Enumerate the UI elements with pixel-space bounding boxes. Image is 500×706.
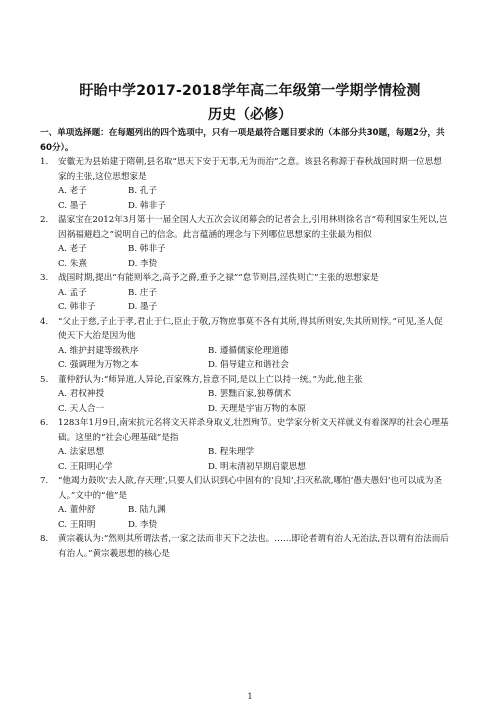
answer-option: A. 老子	[58, 244, 87, 254]
question-item	[40, 213, 450, 271]
answer-option: B. 遵循儒家伦理道德	[208, 345, 289, 356]
question-stem	[40, 315, 450, 344]
answer-option: B. 孔子	[128, 186, 157, 196]
exam-title: 盱眙中学2017-2018学年高二年级第一学期学情检测	[79, 83, 421, 99]
answer-option: A. 孟子	[58, 287, 87, 298]
answer-option: D. 明末清初早期启蒙思想	[208, 461, 306, 472]
question-item	[40, 532, 450, 561]
page-number: 1	[247, 692, 253, 701]
answer-option: B. 程朱理学	[208, 447, 255, 457]
answer-option: A. 法家思想	[58, 447, 105, 457]
question-number: 5.	[40, 374, 49, 385]
answer-option: D. 韩非子	[128, 200, 166, 211]
question-text: 董仲舒认为:“师异道,人异论,百家殊方,旨意不同,是以上亡以持一统。”为此,他主张	[58, 374, 363, 385]
question-number: 8.	[40, 534, 49, 544]
option-list	[40, 184, 450, 213]
question-item	[40, 155, 450, 213]
answer-option: D. 天理是宇宙万物的本原	[208, 403, 306, 414]
question-stem	[40, 271, 450, 286]
answer-option: C. 天人合一	[58, 403, 105, 414]
question-number: 3.	[40, 273, 49, 283]
question-stem	[40, 155, 450, 184]
question-stem	[40, 213, 450, 242]
question-text: 安徽无为县始建于隋朝,县名取“思天下安于无事,无为而治”之意。该县名称源于春秋战国时期一位思想家的主张,这位思想家是	[58, 157, 442, 182]
answer-option: A. 君权神授	[58, 389, 105, 399]
answer-option: D. 倡导建立和谐社会	[208, 360, 289, 370]
question-list	[40, 155, 450, 561]
question-item	[40, 315, 450, 373]
answer-option: D. 墨子	[128, 302, 158, 312]
question-item	[40, 474, 450, 532]
option-list	[40, 503, 450, 532]
question-number: 6.	[40, 418, 49, 428]
question-text: 1283年1月9日,南宋抗元名将文天祥杀身取义,壮烈殉节。史学家分析文天祥就义有着深厚的社会心理基础。这里的“社会心理基础”是指	[58, 418, 449, 443]
exam-content	[40, 126, 450, 561]
exam-subtitle: 历史（必修）	[208, 107, 292, 123]
question-number: 4.	[40, 316, 49, 327]
answer-option: B. 罢黜百家,独尊儒术	[208, 389, 292, 399]
answer-option: A. 维护封建等级秩序	[58, 345, 139, 356]
question-text: 战国时期,提出“有能则举之,高予之爵,重予之禄”“怠节则昌,淫佚则亡”主张的思想家是	[58, 273, 379, 283]
question-text: “他竭力鼓吹‘去人欲,存天理’,只要人们认识到心中固有的‘良知’,扫灭私欲,哪怕‘愚夫愚妇’也可以成为圣人。”文中的“他”是	[58, 476, 443, 501]
question-stem	[40, 416, 450, 445]
answer-option: C. 王阳明心学	[58, 461, 113, 472]
option-list	[40, 286, 450, 315]
option-list	[40, 242, 450, 271]
answer-option: C. 王阳明	[58, 519, 96, 530]
answer-option: A. 老子	[58, 186, 87, 196]
question-number: 2.	[40, 215, 49, 225]
question-item	[40, 416, 450, 474]
answer-option: C. 韩非子	[58, 302, 96, 312]
question-item	[40, 373, 450, 417]
option-list	[40, 445, 450, 474]
question-text: “父止于慈,子止于孝,君止于仁,臣止于敬,万物庶事莫不各有其所,得其所则安,失其所则悖。”可见,圣人促使天下大治是因为他	[58, 316, 443, 341]
question-number: 1.	[40, 157, 49, 167]
question-stem	[40, 373, 450, 388]
answer-option: C. 强调理为万物之本	[58, 360, 139, 370]
question-item	[40, 271, 450, 315]
answer-option: B. 陆九渊	[128, 505, 166, 515]
question-stem	[40, 532, 450, 561]
option-list	[40, 344, 450, 373]
question-text: 温家宝在2012年3月第十一届全国人大五次会议闭幕会的记者会上,引用林则徐名言“苟利国家生死以,岂因祸福避趋之”说明自己的信念。此言蕴涵的理念与下列哪位思想家的主张最为相似	[58, 215, 448, 240]
answer-option: D. 李贽	[128, 519, 158, 530]
question-stem	[40, 474, 450, 503]
answer-option: D. 李贽	[128, 258, 158, 269]
section-heading: 一、单项选择题：在每题列出的四个选项中，只有一项是最符合题目要求的（本部分共30题，每题2分，共60分）。	[40, 128, 445, 153]
answer-option: C. 朱熹	[58, 258, 87, 269]
answer-option: A. 董仲舒	[58, 505, 96, 515]
question-text: 黄宗羲认为:“然则其所谓法者,一家之法而非天下之法也。……即论者谓有治人无治法,吾以谓有治法而后有治人。”黄宗羲思想的核心是	[58, 534, 449, 559]
answer-option: B. 韩非子	[128, 244, 166, 254]
question-number: 7.	[40, 476, 49, 486]
answer-option: B. 庄子	[128, 287, 157, 298]
option-list	[40, 387, 450, 416]
answer-option: C. 墨子	[58, 200, 87, 211]
